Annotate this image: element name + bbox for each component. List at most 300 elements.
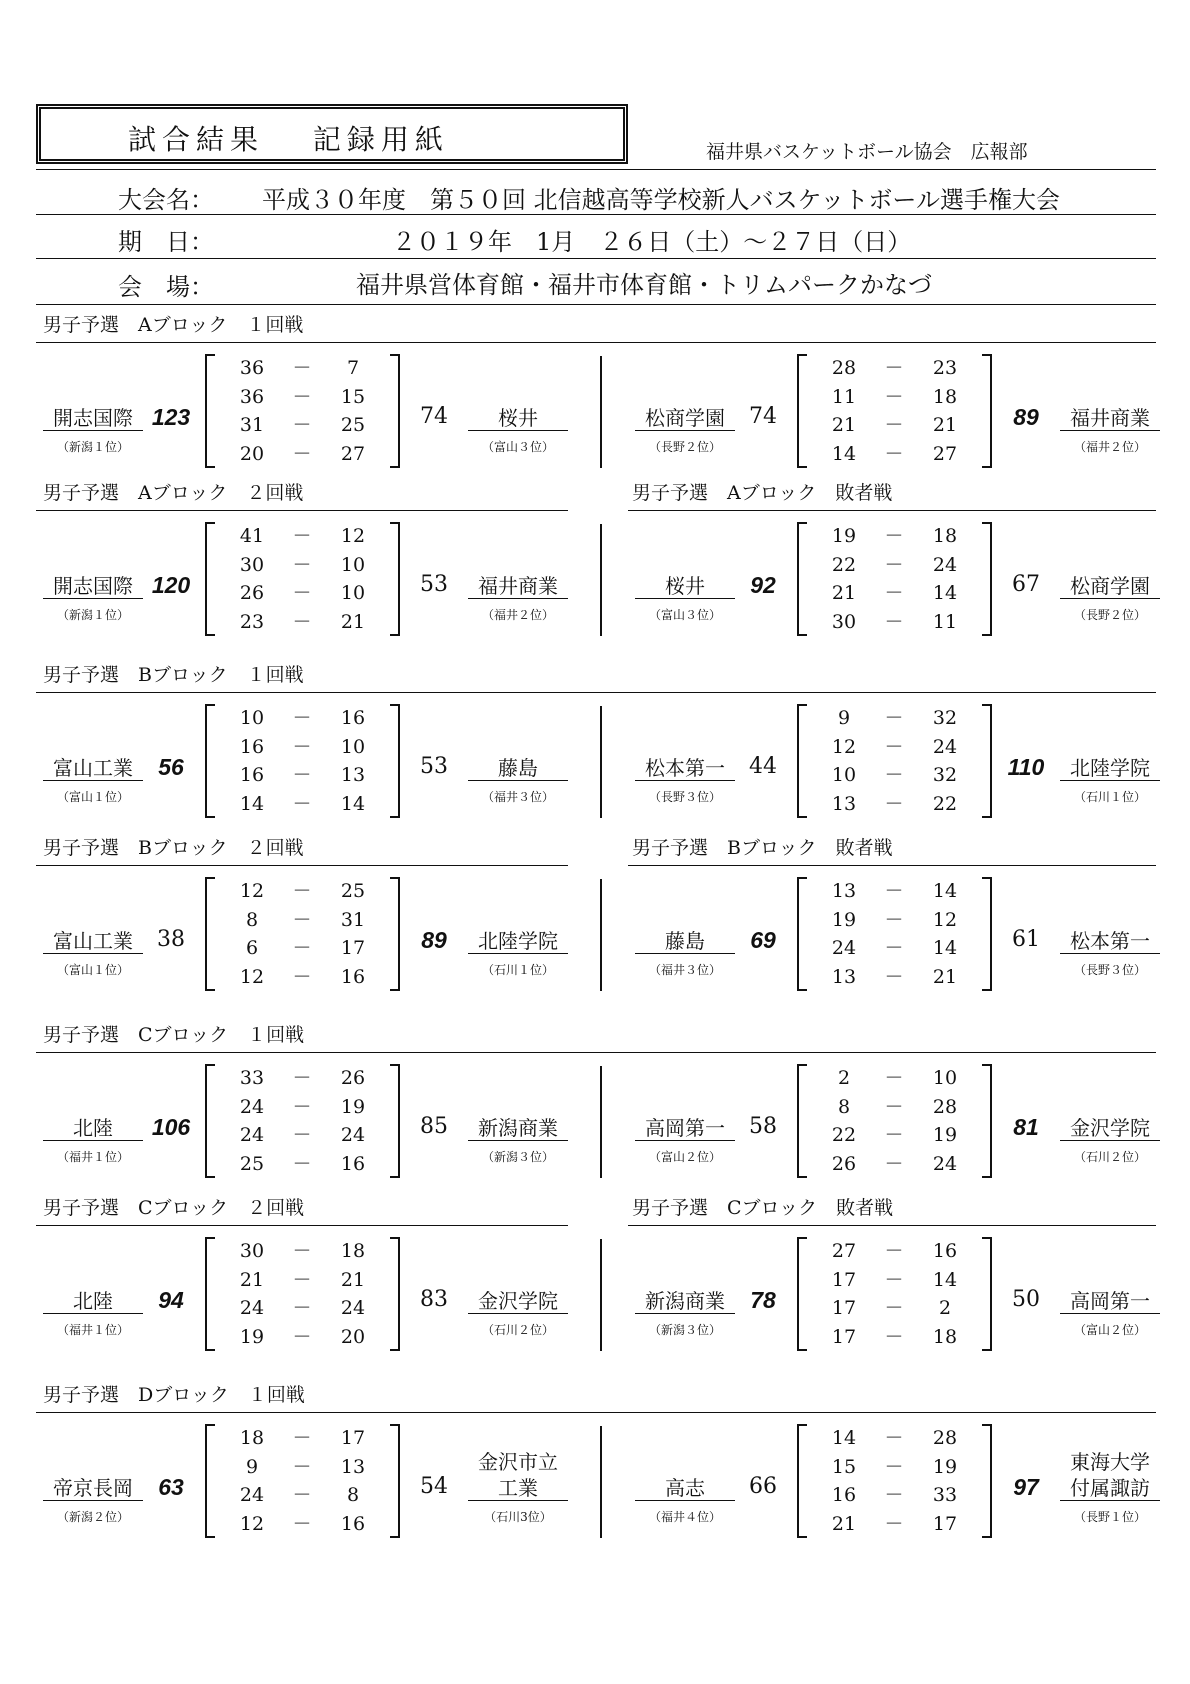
team-name: 金沢学院 [1060,1116,1160,1141]
quarter-score: 12 [239,1512,265,1535]
quarter-score: 26 [239,582,265,604]
quarter-score: 21 [831,414,857,436]
header-rule-4 [36,304,1156,305]
total-score: 53 [420,754,448,779]
bracket-left [205,1424,215,1538]
quarter-score: 28 [932,1095,958,1118]
bracket-left [205,1237,215,1351]
bracket-right [390,704,400,818]
team-name: 福井商業 [1060,406,1160,431]
quarter-score: 27 [831,1240,857,1262]
total-score: 56 [158,754,184,780]
bracket-right [390,354,400,468]
quarter-dash: － [292,1512,312,1535]
quarter-score: 14 [239,792,265,815]
total-score: 120 [151,572,191,598]
quarter-score: 31 [239,414,265,436]
team-name: 金沢学院 [468,1289,568,1314]
date-label: 期 日： [118,228,214,256]
team-name: 松商学園 [1060,574,1160,599]
quarter-dash: － [292,735,312,758]
total-score: 58 [749,1114,777,1139]
quarter-score: 16 [340,707,366,729]
quarter-score: 30 [831,610,857,633]
header-rule-1 [36,169,1156,170]
quarter-score: 13 [340,764,366,786]
quarter-dash: － [884,610,904,633]
team-rank: （福井２位） [1073,440,1146,454]
quarter-dash: － [884,1325,904,1348]
quarter-score: 12 [932,908,958,931]
quarter-score: 32 [932,707,958,729]
quarter-score: 14 [831,442,857,465]
quarter-dash: － [292,1484,312,1506]
quarter-score: 33 [239,1067,265,1089]
quarter-dash: － [292,1455,312,1478]
quarter-score: 15 [340,385,366,408]
quarter-score: 13 [831,965,857,988]
quarter-score: 8 [346,1484,360,1506]
quarter-dash: － [884,385,904,408]
quarter-score: 14 [932,937,958,959]
quarter-dash: － [292,1268,312,1291]
team-rank: （石川3位） [484,1510,552,1524]
quarter-score: 18 [932,1325,958,1348]
team-rank: （石川１位） [1073,790,1146,804]
quarter-dash: － [292,525,312,547]
team-rank: （長野３位） [1073,963,1146,977]
quarter-score: 22 [932,792,958,815]
team-rank: （石川１位） [481,963,554,977]
quarter-score: 17 [340,937,366,959]
header-rule-2 [36,214,1156,215]
total-score: 83 [420,1287,448,1312]
event-value: 平成３０年度 第５０回 北信越高等学校新人バスケットボール選手権大会 [262,186,1060,214]
team-name: 新潟商業 [635,1289,735,1314]
quarter-score: 24 [831,937,857,959]
quarter-dash: － [292,442,312,465]
quarter-dash: － [884,553,904,576]
quarter-dash: － [884,792,904,815]
quarter-score: 21 [340,610,366,633]
quarter-dash: － [884,1512,904,1535]
quarter-score: 10 [239,707,265,729]
quarter-score: 16 [340,1512,366,1535]
bracket-left [797,522,807,636]
team-rank: （福井４位） [648,1510,721,1524]
section-label: 男子予選 Cブロック 敗者戦 [632,1197,894,1219]
quarter-dash: － [292,937,312,959]
team-name: 新潟商業 [468,1116,568,1141]
quarter-dash: － [884,442,904,465]
team-name: 北陸学院 [1060,756,1160,781]
section-label: 男子予選 Bブロック 敗者戦 [632,837,893,859]
team-name: 付属諏訪 [1060,1476,1160,1501]
quarter-score: 21 [831,1512,857,1535]
section-line [36,510,568,511]
team-name: 藤島 [635,929,735,954]
team-rank: （長野３位） [648,790,721,804]
total-score: 69 [750,927,776,953]
bracket-left [797,877,807,991]
quarter-score: 16 [239,735,265,758]
quarter-score: 28 [831,357,857,379]
team-name: 富山工業 [43,929,143,954]
quarter-score: 21 [831,582,857,604]
quarter-score: 21 [932,965,958,988]
quarter-score: 24 [340,1297,366,1319]
bracket-left [205,1064,215,1178]
quarter-dash: － [292,792,312,815]
quarter-score: 14 [340,792,366,815]
quarter-dash: － [292,582,312,604]
bracket-right [982,1064,992,1178]
quarter-score: 17 [340,1427,366,1449]
team-name: 富山工業 [43,756,143,781]
section-line [36,342,1156,343]
quarter-score: 24 [340,1124,366,1146]
quarter-score: 25 [340,414,366,436]
quarter-dash: － [884,414,904,436]
quarter-score: 36 [239,357,265,379]
quarter-score: 24 [932,735,958,758]
team-name: 北陸 [43,1289,143,1314]
quarter-dash: － [884,1152,904,1175]
team-rank: （長野２位） [648,440,721,454]
quarter-score: 6 [245,937,259,959]
venue-label: 会 場： [118,273,214,301]
quarter-score: 18 [239,1427,265,1449]
quarter-dash: － [292,610,312,633]
quarter-score: 14 [831,1427,857,1449]
team-name: 東海大学 [1070,1450,1150,1474]
bracket-right [982,877,992,991]
total-score: 92 [750,572,776,598]
quarter-score: 41 [239,525,265,547]
section-line [36,1412,1156,1413]
quarter-dash: － [884,707,904,729]
team-name: 福井商業 [468,574,568,599]
quarter-score: 2 [938,1297,952,1319]
column-divider [600,356,602,468]
section-label: 男子予選 Cブロック ２回戦 [43,1197,305,1219]
quarter-score: 16 [340,1152,366,1175]
date-value: ２０１９年 1月 ２６日（土）～２７日（日） [392,228,912,256]
team-name: 桜井 [468,406,568,431]
section-label: 男子予選 Bブロック ２回戦 [43,837,304,859]
quarter-score: 17 [932,1512,958,1535]
quarter-dash: － [292,1124,312,1146]
quarter-score: 22 [831,553,857,576]
quarter-score: 11 [831,385,857,408]
quarter-score: 28 [932,1427,958,1449]
quarter-dash: － [884,1484,904,1506]
quarter-score: 26 [831,1152,857,1175]
quarter-dash: － [884,965,904,988]
team-rank: （福井１位） [56,1323,129,1337]
total-score: 44 [749,754,777,779]
team-rank: （富山１位） [56,790,129,804]
bracket-right [390,877,400,991]
quarter-score: 24 [239,1484,265,1506]
quarter-score: 24 [239,1095,265,1118]
quarter-score: 16 [239,764,265,786]
quarter-score: 20 [239,442,265,465]
quarter-score: 23 [932,357,958,379]
page-title: 試合結果 記録用紙 [128,123,449,156]
team-rank: （新潟２位） [56,1510,129,1524]
total-score: 61 [1012,927,1040,952]
quarter-dash: － [292,1067,312,1089]
team-name: 高志 [635,1476,735,1501]
quarter-score: 21 [932,414,958,436]
quarter-score: 24 [239,1297,265,1319]
quarter-score: 19 [932,1455,958,1478]
team-name: 松商学園 [635,406,735,431]
event-label: 大会名： [118,186,214,214]
team-rank: （新潟１位） [56,608,129,622]
bracket-left [205,522,215,636]
quarter-score: 27 [340,442,366,465]
team-name: 北陸学院 [468,929,568,954]
quarter-score: 20 [340,1325,366,1348]
quarter-score: 2 [837,1067,851,1089]
quarter-dash: － [292,414,312,436]
quarter-dash: － [884,1427,904,1449]
quarter-score: 18 [932,385,958,408]
quarter-score: 24 [932,1152,958,1175]
bracket-left [205,704,215,818]
team-rank: （新潟１位） [56,440,129,454]
quarter-score: 19 [831,525,857,547]
quarter-score: 13 [340,1455,366,1478]
bracket-right [982,704,992,818]
quarter-dash: － [884,525,904,547]
total-score: 63 [158,1474,184,1500]
quarter-score: 23 [239,610,265,633]
total-score: 78 [750,1287,776,1313]
quarter-score: 9 [837,707,851,729]
bracket-right [390,1424,400,1538]
quarter-score: 11 [932,610,958,633]
quarter-dash: － [884,1297,904,1319]
organization: 福井県バスケットボール協会 広報部 [706,141,1028,163]
quarter-score: 14 [932,880,958,902]
section-line [36,1052,1156,1053]
team-name: 帝京長岡 [43,1476,143,1501]
quarter-score: 32 [932,764,958,786]
total-score: 97 [1013,1474,1039,1500]
team-name: 開志国際 [43,574,143,599]
quarter-score: 21 [340,1268,366,1291]
quarter-dash: － [884,1124,904,1146]
team-rank: （長野１位） [1073,1510,1146,1524]
quarter-score: 12 [239,880,265,902]
total-score: 81 [1013,1114,1039,1140]
quarter-score: 16 [340,965,366,988]
team-name: 松本第一 [635,756,735,781]
section-line [628,510,1156,511]
quarter-score: 33 [932,1484,958,1506]
quarter-score: 16 [932,1240,958,1262]
quarter-score: 8 [245,908,259,931]
bracket-right [982,522,992,636]
total-score: 94 [158,1287,184,1313]
quarter-dash: － [292,880,312,902]
team-name: 金沢市立 [478,1450,558,1474]
bracket-right [390,1237,400,1351]
team-rank: （福井３位） [481,790,554,804]
quarter-dash: － [292,385,312,408]
team-rank: （富山３位） [648,608,721,622]
quarter-score: 17 [831,1325,857,1348]
quarter-dash: － [292,1325,312,1348]
team-rank: （石川２位） [1073,1150,1146,1164]
section-label: 男子予選 Aブロック ２回戦 [43,482,304,504]
quarter-dash: － [292,1427,312,1449]
quarter-score: 18 [340,1240,366,1262]
total-score: 89 [421,927,447,953]
quarter-score: 19 [239,1325,265,1348]
quarter-score: 13 [831,880,857,902]
quarter-dash: － [292,1240,312,1262]
quarter-score: 17 [831,1268,857,1291]
quarter-dash: － [884,735,904,758]
column-divider [600,1239,602,1351]
total-score: 67 [1012,572,1040,597]
section-label: 男子予選 Aブロック 敗者戦 [632,482,893,504]
quarter-dash: － [292,553,312,576]
quarter-score: 36 [239,385,265,408]
bracket-left [205,877,215,991]
quarter-dash: － [292,1095,312,1118]
quarter-score: 8 [837,1095,851,1118]
quarter-score: 10 [831,764,857,786]
bracket-left [797,704,807,818]
bracket-left [205,354,215,468]
quarter-dash: － [884,357,904,379]
total-score: 110 [1007,754,1045,780]
quarter-score: 15 [831,1455,857,1478]
bracket-right [982,354,992,468]
quarter-score: 9 [245,1455,259,1478]
quarter-score: 7 [346,357,360,379]
quarter-dash: － [884,1067,904,1089]
quarter-dash: － [292,1152,312,1175]
quarter-score: 14 [932,582,958,604]
quarter-dash: － [884,764,904,786]
section-line [36,865,568,866]
venue-value: 福井県営体育館・福井市体育館・トリムパークかなづ [356,271,932,299]
section-label: 男子予選 Dブロック １回戦 [43,1384,305,1406]
quarter-dash: － [292,1297,312,1319]
team-rank: （福井３位） [648,963,721,977]
column-divider [600,879,602,991]
total-score: 74 [749,404,777,429]
total-score: 123 [151,404,191,430]
section-line [628,865,1156,866]
bracket-right [390,522,400,636]
team-rank: （長野２位） [1073,608,1146,622]
quarter-score: 10 [340,582,366,604]
team-name: 高岡第一 [1060,1289,1160,1314]
quarter-score: 21 [239,1268,265,1291]
column-divider [600,524,602,636]
quarter-score: 12 [239,965,265,988]
quarter-score: 31 [340,908,366,931]
quarter-score: 10 [340,553,366,576]
section-label: 男子予選 Cブロック １回戦 [43,1024,305,1046]
quarter-score: 10 [340,735,366,758]
section-line [36,692,1156,693]
bracket-right [982,1424,992,1538]
quarter-score: 12 [340,525,366,547]
quarter-score: 26 [340,1067,366,1089]
team-rank: （福井２位） [481,608,554,622]
quarter-score: 30 [239,553,265,576]
quarter-dash: － [884,1240,904,1262]
total-score: 50 [1012,1287,1040,1312]
team-name: 藤島 [468,756,568,781]
quarter-score: 10 [932,1067,958,1089]
quarter-dash: － [292,357,312,379]
team-rank: （富山２位） [648,1150,721,1164]
quarter-score: 14 [932,1268,958,1291]
quarter-score: 19 [340,1095,366,1118]
quarter-dash: － [884,1455,904,1478]
section-line [628,1225,1156,1226]
quarter-dash: － [884,908,904,931]
quarter-score: 17 [831,1297,857,1319]
column-divider [600,706,602,818]
total-score: 85 [420,1114,448,1139]
bracket-right [982,1237,992,1351]
total-score: 74 [420,404,448,429]
quarter-dash: － [292,707,312,729]
quarter-score: 18 [932,525,958,547]
total-score: 106 [151,1114,191,1140]
team-rank: （新潟３位） [481,1150,554,1164]
quarter-score: 24 [239,1124,265,1146]
team-rank: （富山１位） [56,963,129,977]
quarter-score: 19 [932,1124,958,1146]
quarter-score: 12 [831,735,857,758]
quarter-score: 25 [239,1152,265,1175]
total-score: 38 [157,927,185,952]
total-score: 66 [749,1474,777,1499]
quarter-score: 25 [340,880,366,902]
quarter-score: 24 [932,553,958,576]
team-name: 高岡第一 [635,1116,735,1141]
quarter-dash: － [884,1095,904,1118]
quarter-dash: － [884,937,904,959]
quarter-dash: － [884,880,904,902]
bracket-left [797,1237,807,1351]
quarter-score: 13 [831,792,857,815]
team-rank: （新潟３位） [648,1323,721,1337]
total-score: 53 [420,572,448,597]
column-divider [600,1066,602,1178]
header-rule-3 [36,258,1156,259]
section-label: 男子予選 Aブロック １回戦 [43,314,304,336]
quarter-dash: － [884,1268,904,1291]
bracket-left [797,354,807,468]
quarter-score: 30 [239,1240,265,1262]
bracket-right [390,1064,400,1178]
team-name: 桜井 [635,574,735,599]
quarter-score: 22 [831,1124,857,1146]
total-score: 89 [1013,404,1039,430]
